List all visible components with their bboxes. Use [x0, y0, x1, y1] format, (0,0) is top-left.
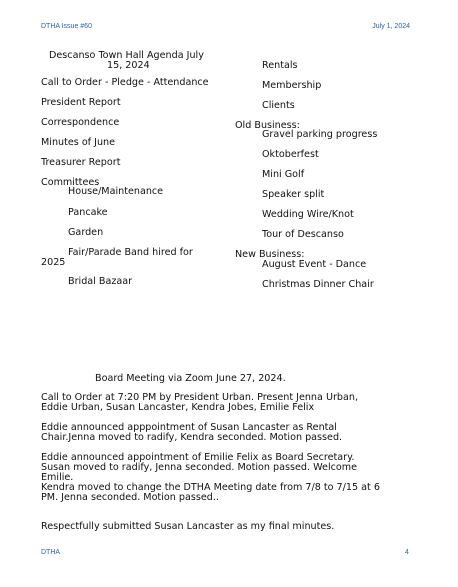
- old-business-item: Speaker split: [262, 189, 325, 200]
- committee-item: House/Maintenance: [68, 186, 164, 197]
- agenda-item: President Report: [41, 97, 121, 108]
- agenda-item: Correspondence: [41, 117, 120, 128]
- agenda-item: Clients: [262, 100, 295, 111]
- minutes-heading: Board Meeting via Zoom June 27, 2024.: [95, 373, 286, 384]
- committee-item: Bridal Bazaar: [68, 276, 133, 287]
- old-business-item: Oktoberfest: [262, 149, 319, 160]
- footer-label: DTHA: [41, 549, 61, 556]
- issue-label: DTHA Issue #60: [41, 23, 92, 30]
- minutes-paragraph: Eddie announced apppointment of Susan Lancaster as Rental Chair.Jenna moved to radify, Kendra seconded. Motion passed.: [41, 422, 343, 443]
- agenda-item: Membership: [262, 80, 322, 91]
- minutes-paragraph: Eddie announced appointment of Emilie Felix as Board Secretary. Susan moved to radify, Jenna seconded. Motion passed. Welcome Emilie.: [41, 452, 357, 483]
- new-business-item: Christmas Dinner Chair: [262, 279, 374, 290]
- old-business-item: Wedding Wire/Knot: [262, 209, 354, 220]
- minutes-paragraph: Call to Order at 7:20 PM by President Urban. Present Jenna Urban, Eddie Urban, Susan Lancaster, Kendra Jobes, Emilie Felix: [41, 392, 359, 413]
- agenda-item-committees: Committees: [41, 177, 100, 188]
- agenda-item: Call to Order - Pledge - Attendance: [41, 77, 209, 88]
- old-business-item: Tour of Descanso: [262, 229, 344, 240]
- new-business-label: New Business:: [235, 249, 305, 260]
- new-business-item: August Event - Dance: [262, 259, 367, 270]
- old-business-item: Gravel parking progress: [262, 129, 378, 140]
- page-number: 4: [405, 549, 409, 556]
- agenda-title-line1: Descanso Town Hall Agenda July: [49, 50, 204, 61]
- committee-item: Pancake: [68, 207, 108, 218]
- issue-date: July 1, 2024: [372, 23, 410, 30]
- committee-year: 2025: [41, 257, 66, 268]
- agenda-item: Rentals: [262, 60, 298, 71]
- committee-item: Garden: [68, 227, 104, 238]
- agenda-title-line2: 15, 2024: [107, 60, 150, 71]
- minutes-paragraph: Kendra moved to change the DTHA Meeting date from 7/8 to 7/15 at 6 PM. Jenna seconded. Motion passed..: [41, 482, 380, 503]
- committee-item: Fair/Parade Band hired for: [68, 247, 193, 258]
- minutes-signoff: Respectfully submitted Susan Lancaster as my final minutes.: [41, 521, 335, 532]
- agenda-item: Treasurer Report: [41, 157, 121, 168]
- old-business-item: Mini Golf: [262, 169, 305, 180]
- old-business-label: Old Business:: [235, 120, 300, 131]
- agenda-item: Minutes of June: [41, 137, 116, 148]
